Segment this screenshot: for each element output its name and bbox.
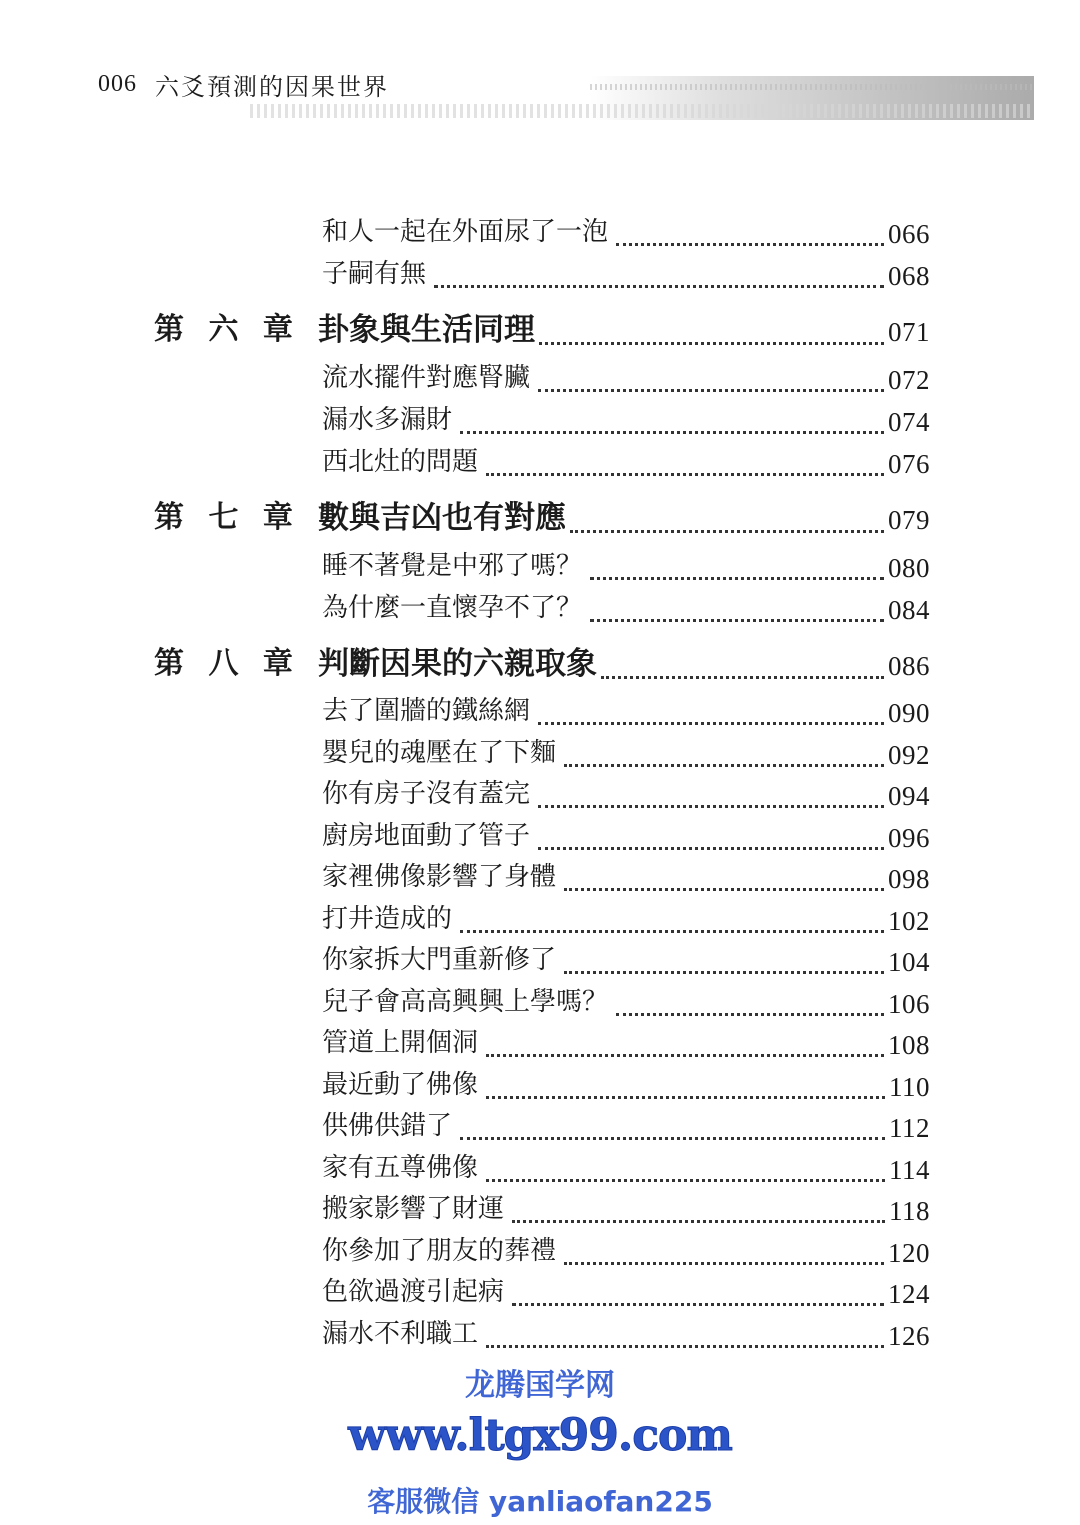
toc-entry-row (0, 735, 1080, 775)
entry-title: 漏水不利職工 (322, 1316, 482, 1352)
toc-entry-row (0, 256, 1080, 296)
toc-entry-row (0, 984, 1080, 1024)
page-number: 102 (888, 906, 930, 936)
entry-title: 廚房地面動了管子 (322, 818, 534, 854)
dot-leader (564, 967, 884, 974)
toc-chapter-row (0, 644, 1080, 684)
dot-leader (616, 239, 884, 246)
dot-leader (590, 615, 884, 622)
dot-leader (486, 1175, 885, 1182)
dot-leader (539, 338, 884, 345)
toc-entry-row (0, 1025, 1080, 1065)
toc-entry-row (0, 444, 1080, 484)
page-number: 098 (888, 864, 930, 894)
page-number: 096 (888, 823, 930, 853)
entry-title: 子嗣有無 (322, 256, 430, 292)
page-number: 080 (888, 553, 930, 583)
watermark-url: www.ltgx99.com (348, 1410, 732, 1461)
page-number: 126 (888, 1321, 930, 1351)
toc-entry-row (0, 1191, 1080, 1231)
page-number: 084 (888, 595, 930, 625)
toc-entry-row (0, 548, 1080, 588)
dot-leader (538, 718, 884, 725)
toc-entry-row (0, 590, 1080, 630)
page-number: 106 (888, 989, 930, 1019)
page-number: 092 (888, 740, 930, 770)
chapter-title: 判斷因果的六親取象 (318, 646, 597, 682)
entry-title: 睡不著覺是中邪了嗎？ (322, 548, 586, 584)
page-number: 072 (888, 365, 930, 395)
entry-title: 為什麼一直懷孕不了？ (322, 590, 586, 626)
toc-entry-row (0, 1233, 1080, 1273)
dot-leader (564, 760, 884, 767)
chapter-title: 數與吉凶也有對應 (318, 500, 566, 536)
page-number: 086 (888, 651, 930, 681)
toc-entry-row (0, 402, 1080, 442)
toc-entry-row (0, 901, 1080, 941)
dot-leader (590, 573, 884, 580)
entry-title: 供佛供錯了 (322, 1108, 456, 1144)
entry-title: 嬰兒的魂壓在了下麵 (322, 735, 560, 771)
header-rule (250, 104, 1034, 118)
toc-entry-row (0, 1150, 1080, 1190)
dot-leader (512, 1299, 884, 1306)
dot-leader (486, 1092, 885, 1099)
running-header (98, 64, 389, 104)
toc-chapter-row (0, 498, 1080, 538)
entry-title: 色欲過渡引起病 (322, 1274, 508, 1310)
entry-title: 去了圍牆的鐵絲網 (322, 693, 534, 729)
toc-entry-row (0, 360, 1080, 400)
entry-title: 家裡佛像影響了身體 (322, 859, 560, 895)
toc-entry-row (0, 776, 1080, 816)
page-number: 071 (888, 317, 930, 347)
page-number: 108 (888, 1030, 930, 1060)
dot-leader (512, 1216, 885, 1223)
toc-entry-row (0, 1108, 1080, 1148)
entry-title: 管道上開個洞 (322, 1025, 482, 1061)
dot-leader (434, 281, 884, 288)
dot-leader (570, 526, 884, 533)
toc-chapter-row (0, 310, 1080, 350)
toc-entry-row (0, 859, 1080, 899)
dot-leader (486, 1050, 884, 1057)
toc-entry-row (0, 818, 1080, 858)
dot-leader (616, 1009, 884, 1016)
page-number: 074 (888, 407, 930, 437)
chapter-title: 卦象與生活同理 (318, 312, 535, 348)
dot-leader (564, 1258, 884, 1265)
page-number: 066 (888, 219, 930, 249)
dot-leader (460, 427, 884, 434)
toc-entry-row (0, 214, 1080, 254)
page-number: 112 (889, 1113, 930, 1143)
entry-title: 漏水多漏財 (322, 402, 456, 438)
dot-leader (460, 1133, 885, 1140)
dot-leader (460, 926, 884, 933)
page-number: 079 (888, 505, 930, 535)
dot-leader (601, 672, 884, 679)
entry-title: 和人一起在外面尿了一泡 (322, 214, 612, 250)
page-number: 104 (888, 947, 930, 977)
dot-leader (486, 469, 884, 476)
entry-title: 你參加了朋友的葬禮 (322, 1233, 560, 1269)
page-number: 124 (888, 1279, 930, 1309)
chapter-label: 第 八 章 (154, 646, 293, 681)
entry-title: 你有房子沒有蓋完 (322, 776, 534, 812)
page-number: 068 (888, 261, 930, 291)
toc-entry-row (0, 942, 1080, 982)
entry-title: 流水擺件對應腎臟 (322, 360, 534, 396)
toc-entry-row (0, 1067, 1080, 1107)
page-number: 110 (889, 1072, 930, 1102)
page-number: 114 (889, 1155, 930, 1185)
watermark-site-name: 龙腾国学网 (465, 1368, 615, 1403)
dot-leader (564, 884, 884, 891)
entry-title: 兒子會高高興興上學嗎？ (322, 984, 612, 1020)
dot-leader (538, 843, 884, 850)
entry-title: 家有五尊佛像 (322, 1150, 482, 1186)
entry-title: 搬家影響了財運 (322, 1191, 508, 1227)
header-page-number: 006 (98, 70, 137, 97)
toc-entry-row (0, 693, 1080, 733)
dot-leader (538, 801, 884, 808)
chapter-label: 第 七 章 (154, 500, 293, 535)
page-number: 120 (888, 1238, 930, 1268)
dot-leader (538, 385, 884, 392)
dot-leader (486, 1341, 884, 1348)
toc-entry-row (0, 1274, 1080, 1314)
chapter-label: 第 六 章 (154, 312, 293, 347)
entry-title: 你家拆大門重新修了 (322, 942, 560, 978)
entry-title: 最近動了佛像 (322, 1067, 482, 1103)
page-number: 118 (889, 1196, 930, 1226)
header-book-title: 六爻預測的因果世界 (155, 72, 389, 101)
entry-title: 打井造成的 (322, 901, 456, 937)
toc-entry-row (0, 1316, 1080, 1356)
entry-title: 西北灶的問題 (322, 444, 482, 480)
page-number: 094 (888, 781, 930, 811)
page-number: 076 (888, 449, 930, 479)
page-number: 090 (888, 698, 930, 728)
watermark-contact: 客服微信 yanliaofan225 (367, 1485, 713, 1518)
